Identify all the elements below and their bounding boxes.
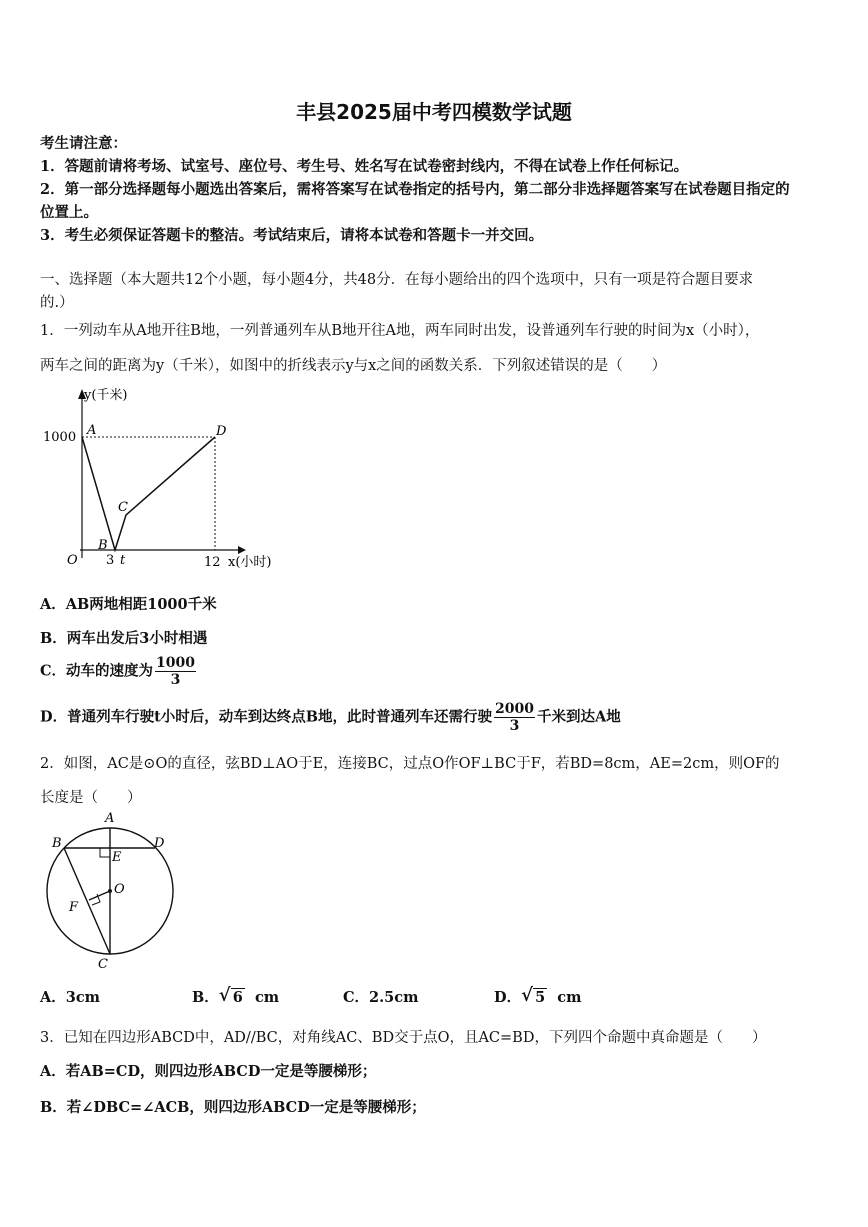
q2-option-b-letter: B． [192,989,219,1006]
point-label-a: A [87,423,97,438]
notice-item: 2．第一部分选择题每小题选出答案后，需将答案写在试卷指定的括号内，第二部分非选择题答案写在试卷题目指定的 [40,181,790,198]
unit: cm [254,989,280,1006]
fraction-numerator: 2000 [495,701,534,717]
label-b: B [52,836,62,851]
q2-option-a: A．3cm [40,989,101,1006]
q2-text: 2．如图，AC是⊙O的直径，弦BD⊥AO于E，连接BC，过点O作OF⊥BC于F，若BD=8cm，AE=2cm，则OF的 [40,756,780,772]
q1-function-graph [40,383,285,578]
q2-text: 长度是（ ） [40,790,142,806]
label-f: F [69,900,79,915]
function-polyline [82,437,215,550]
y-axis-label: y(千米) [84,388,128,403]
fraction-numerator: 1000 [156,655,196,671]
segment-of [89,891,110,900]
square-root [218,985,245,1006]
q1-option-a: A．AB两地相距1000千米 [40,596,217,613]
radicand: 5 [535,989,546,1006]
x-axis-label: x(小时) [228,555,272,570]
notice-item: 3．考生必须保证答题卡的整洁。考试结束后，请将本试卷和答题卡一并交回。 [40,227,544,244]
x-tick-12: 12 [204,555,221,570]
y-tick-1000: 1000 [43,430,77,445]
square-root [521,985,547,1006]
label-d: D [154,836,165,851]
point-label-c: C [118,500,128,515]
q1-text: 两车之间的距离为y（千米），如图中的折线表示y与x之间的函数关系．下列叙述错误的是（ ） [40,358,667,374]
q1-option-c-text: C．动车的速度为 [40,662,154,680]
q1-option-d [40,701,621,734]
q2-option-b [192,986,279,1007]
radical-icon: √ [218,985,231,1006]
q1-text: 1．一列动车从A地开往B地，一列普通列车从B地开往A地，两车同时出发，设普通列车行驶的时间为x（小时）， [40,323,760,339]
radical-icon: √ [521,985,533,1006]
x-axis-arrow-icon [238,546,246,554]
origin-label: O [67,553,78,568]
page-title: 丰县2025届中考四模数学试题 [296,100,572,124]
label-c: C [98,957,108,972]
q3-option-a: A．若AB=CD，则四边形ABCD一定是等腰梯形； [40,1063,377,1080]
q1-option-d-text-end: 千米到达A地 [537,708,621,726]
section-heading: 一、选择题（本大题共12个小题，每小题4分，共48分．在每小题给出的四个选项中，只有一项是符合题目要求 [40,272,754,288]
fraction [494,701,535,734]
label-e: E [112,850,122,865]
center-dot [108,889,112,893]
section-heading-cont: 的.） [40,295,74,311]
q3-option-b: B．若∠DBC=∠ACB，则四边形ABCD一定是等腰梯形； [40,1099,426,1116]
x-tick-t: t [120,553,126,568]
q3-text: 3．已知在四边形ABCD中，AD//BC，对角线AC、BD交于点O，且AC=BD，下列四个命题中真命题是（ ） [40,1030,767,1046]
point-label-d: D [216,424,227,439]
notice-item: 位置上。 [40,204,98,221]
q1-option-d-text: D．普通列车行驶t小时后，动车到达终点B地，此时普通列车还需行驶 [40,708,493,726]
right-angle-mark-e [100,848,110,857]
x-tick-3: 3 [106,553,115,568]
fraction [155,655,196,688]
fraction-denominator: 3 [170,672,181,688]
radicand: 6 [232,989,243,1006]
q2-option-c: C．2.5cm [343,989,419,1006]
label-o: O [114,882,125,897]
notice-item: 1．答题前请将考场、试室号、座位号、考生号、姓名写在试卷密封线内，不得在试卷上作任何标记。 [40,158,689,175]
point-label-b: B [98,538,108,553]
label-a: A [105,811,115,826]
fraction-denominator: 3 [509,718,520,734]
notice-heading: 考生请注意： [40,135,127,152]
q2-option-d-letter: D． [494,989,522,1006]
unit: cm [557,989,582,1006]
q2-circle-figure [38,808,188,973]
q1-option-b: B．两车出发后3小时相遇 [40,630,208,647]
q1-option-c [40,655,198,688]
q2-option-d [494,986,581,1007]
